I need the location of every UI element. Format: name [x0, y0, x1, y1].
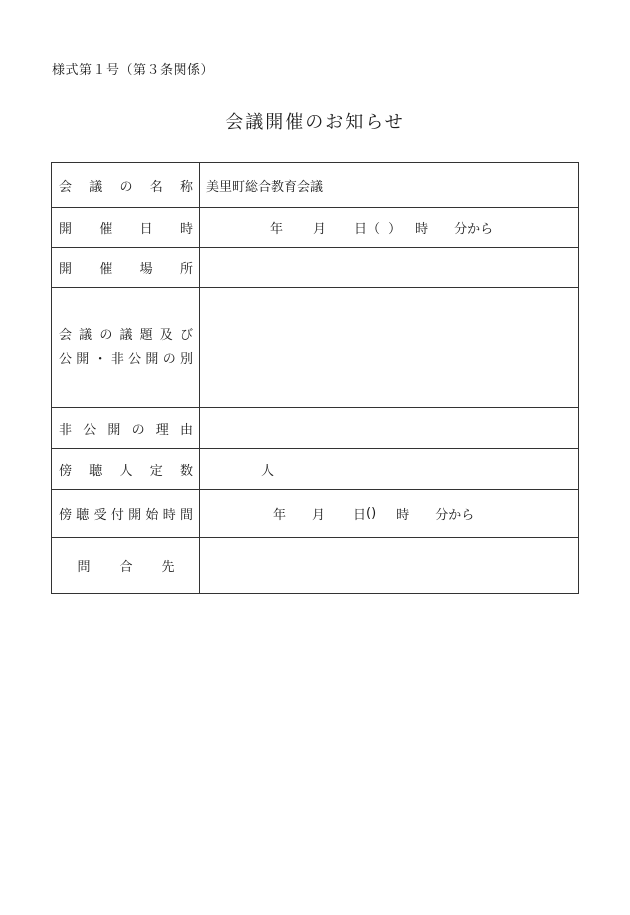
row-datetime	[52, 208, 579, 248]
value-agenda[interactable]	[200, 288, 579, 408]
label-contact: 問 合 先	[52, 538, 200, 594]
page-title: 会議開催のお知らせ	[225, 112, 405, 133]
row-contact	[52, 538, 579, 594]
row-audience-capacity	[52, 449, 579, 490]
label-datetime: 開 催 日 時	[52, 208, 200, 248]
value-contact[interactable]	[200, 538, 579, 594]
form-number: 様式第１号（第３条関係）	[52, 63, 215, 78]
value-private-reason[interactable]	[200, 408, 579, 449]
value-venue[interactable]	[200, 248, 579, 288]
value-reception-time[interactable]: 年 月 日 () 時 分から	[200, 490, 579, 538]
row-meeting-name	[52, 163, 579, 208]
value-meeting-name[interactable]: 美里町総合教育会議	[200, 163, 579, 208]
row-reception-time	[52, 490, 579, 538]
row-venue	[52, 248, 579, 288]
value-datetime[interactable]: 年 月 日 （ ） 時 分から	[200, 208, 579, 248]
row-private-reason	[52, 408, 579, 449]
label-private-reason: 非 公 開 の 理 由	[52, 408, 200, 449]
label-agenda: 会 議 の 議 題 及 び 公 開 ・ 非 公 開 の 別	[52, 288, 200, 408]
notice-table	[51, 162, 579, 594]
label-venue: 開 催 場 所	[52, 248, 200, 288]
label-meeting-name: 会 議 の 名 称	[52, 163, 200, 208]
label-reception-time: 傍 聴 受 付 開 始 時 間	[52, 490, 200, 538]
row-agenda	[52, 288, 579, 408]
value-audience-capacity[interactable]: 人	[200, 449, 579, 490]
label-audience-capacity: 傍 聴 人 定 数	[52, 449, 200, 490]
